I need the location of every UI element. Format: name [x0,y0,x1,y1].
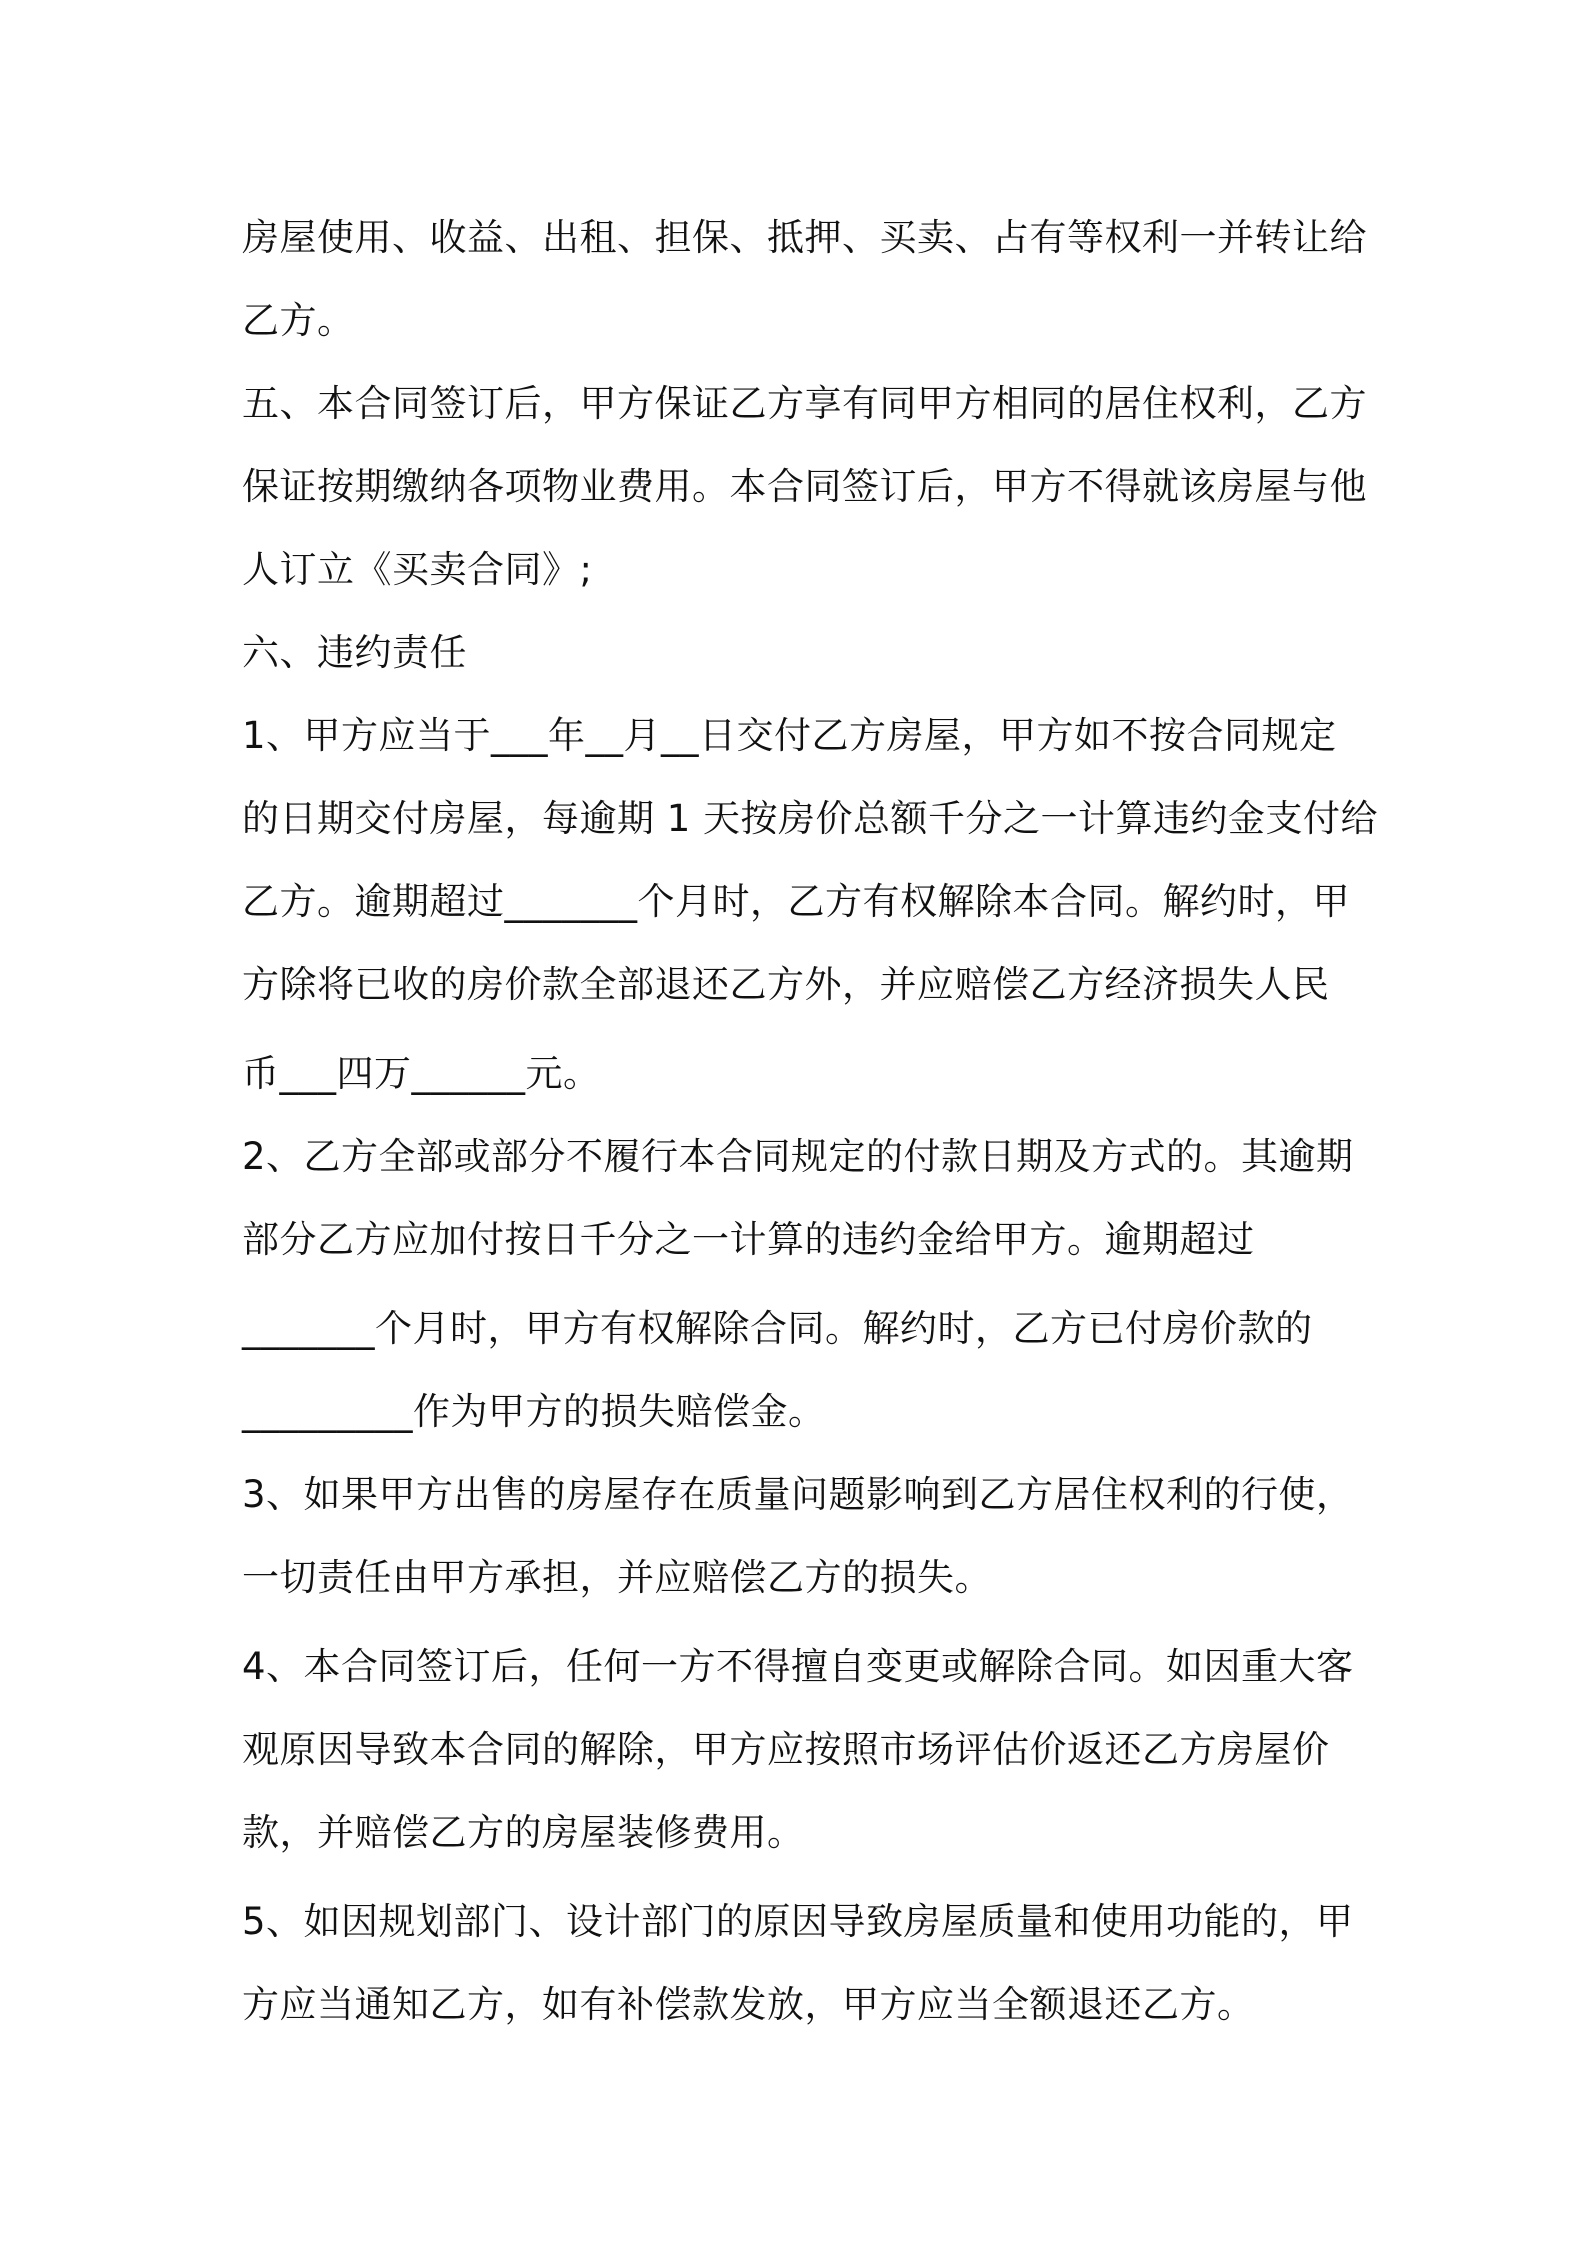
text-line: 部分乙方应加付按日千分之一计算的违约金给甲方。逾期超过 [242,1218,1255,1261]
text-line: 一切责任由甲方承担，并应赔偿乙方的损失。 [242,1556,992,1599]
text-line: 方应当通知乙方，如有补偿款发放，甲方应当全额退还乙方。 [242,1983,1255,2026]
text-line: 2、乙方全部或部分不履行本合同规定的付款日期及方式的。其逾期 [242,1135,1354,1178]
text-line: 3、如果甲方出售的房屋存在质量问题影响到乙方居住权利的行使， [242,1473,1354,1516]
text-line: 款，并赔偿乙方的房屋装修费用。 [242,1811,805,1854]
text-line: _________作为甲方的损失赔偿金。 [242,1390,826,1433]
contract-text [242,196,1379,2046]
text-line: 的日期交付房屋，每逾期 1 天按房价总额千分之一计算违约金支付给 [242,797,1379,840]
text-line: 乙方。 [242,299,355,342]
text-line: 方除将已收的房价款全部退还乙方外，并应赔偿乙方经济损失人民 [242,963,1330,1006]
text-line: 币___四万______元。 [242,1052,601,1095]
text-line: 观原因导致本合同的解除，甲方应按照市场评估价返还乙方房屋价 [242,1728,1330,1771]
section-heading: 六、违约责任 [242,631,467,674]
text-line: _______个月时，甲方有权解除合同。解约时，乙方已付房价款的 [242,1307,1313,1350]
text-line: 5、如因规划部门、设计部门的原因导致房屋质量和使用功能的，甲 [242,1900,1354,1943]
text-line: 人订立《买卖合同》; [242,548,593,591]
text-line: 五、本合同签订后，甲方保证乙方享有同甲方相同的居住权利，乙方 [242,382,1367,425]
text-line: 房屋使用、收益、出租、担保、抵押、买卖、占有等权利一并转让给 [242,216,1367,259]
text-line: 4、本合同签订后，任何一方不得擅自变更或解除合同。如因重大客 [242,1645,1354,1688]
text-line: 保证按期缴纳各项物业费用。本合同签订后，甲方不得就该房屋与他 [242,465,1367,508]
text-line: 乙方。逾期超过_______个月时，乙方有权解除本合同。解约时，甲 [242,880,1350,923]
text-line: 1、甲方应当于___年__月__日交付乙方房屋，甲方如不按合同规定 [242,714,1337,757]
